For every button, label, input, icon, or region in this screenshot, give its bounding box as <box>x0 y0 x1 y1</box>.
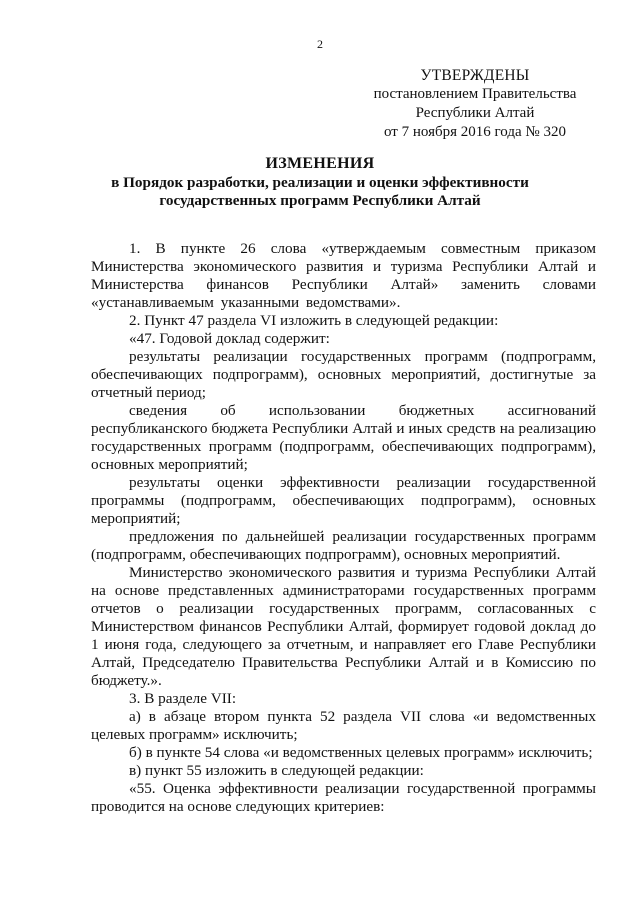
approval-line-2: Республики Алтай <box>415 105 535 121</box>
paragraph-8: Министерство экономического развития и туризма Республики Алтай на основе представленных администраторами государственных программ отчетов о реализации государственных программ, согласованных с Министерством финансов Республики Алтай, формирует годовой доклад до 1 июня года, следующего за отчетным, и направляет его Главе Республики Алтай, Председателю Правительства Республики Алтай и в Комиссию по бюджету.». <box>91 564 596 689</box>
document-title <box>60 155 580 210</box>
paragraph-2: 2. Пункт 47 раздела VI изложить в следующей редакции: <box>129 312 499 329</box>
paragraph-7: предложения по дальнейшей реализации государственных программ (подпрограмм, обеспечивающих подпрограмм), основных мероприятий. <box>91 528 596 563</box>
page-number: 2 <box>317 37 323 51</box>
paragraph-4: результаты реализации государственных программ (подпрограмм, обеспечивающих подпрограмм), основных мероприятий, достигнутые за отчетный период; <box>91 348 596 401</box>
paragraph-12: в) пункт 55 изложить в следующей редакции: <box>129 762 424 779</box>
paragraph-3: «47. Годовой доклад содержит: <box>129 330 330 347</box>
paragraph-6: результаты оценки эффективности реализации государственной программы (подпрограмм, обеспечивающих подпрограмм), основных мероприятий; <box>91 474 596 527</box>
document-body <box>91 240 596 816</box>
approval-block <box>360 66 590 142</box>
paragraph-5: сведения об использовании бюджетных ассигнований республиканского бюджета Республики Алтай и иных средств на реализацию государственных программ (подпрограмм, обеспечивающих подпрограмм), основных мероприятий; <box>91 402 596 473</box>
paragraph-10: а) в абзаце втором пункта 52 раздела VII слова «и ведомственных целевых программ» исключить; <box>91 708 596 743</box>
approval-line-1: постановлением Правительства <box>373 86 577 102</box>
paragraph-13: «55. Оценка эффективности реализации государственной программы проводится на основе следующих критериев: <box>91 780 596 815</box>
paragraph-9: 3. В разделе VII: <box>129 690 237 707</box>
approval-line-3: от 7 ноября 2016 года № 320 <box>384 124 566 140</box>
approval-heading: УТВЕРЖДЕНЫ <box>420 67 530 84</box>
title-line-1: в Порядок разработки, реализации и оценки эффективности <box>111 174 529 191</box>
title-heading: ИЗМЕНЕНИЯ <box>265 155 375 172</box>
paragraph-1: 1. В пункте 26 слова «утверждаемым совместным приказом Министерства экономического развития и туризма Республики Алтай и Министерства финансов Республики Алтай» заменить словами «устанавливаемым указанными ведомствами». <box>91 240 596 311</box>
title-line-2: государственных программ Республики Алтай <box>159 192 481 209</box>
paragraph-11: б) в пункте 54 слова «и ведомственных целевых программ» исключить; <box>129 744 593 761</box>
